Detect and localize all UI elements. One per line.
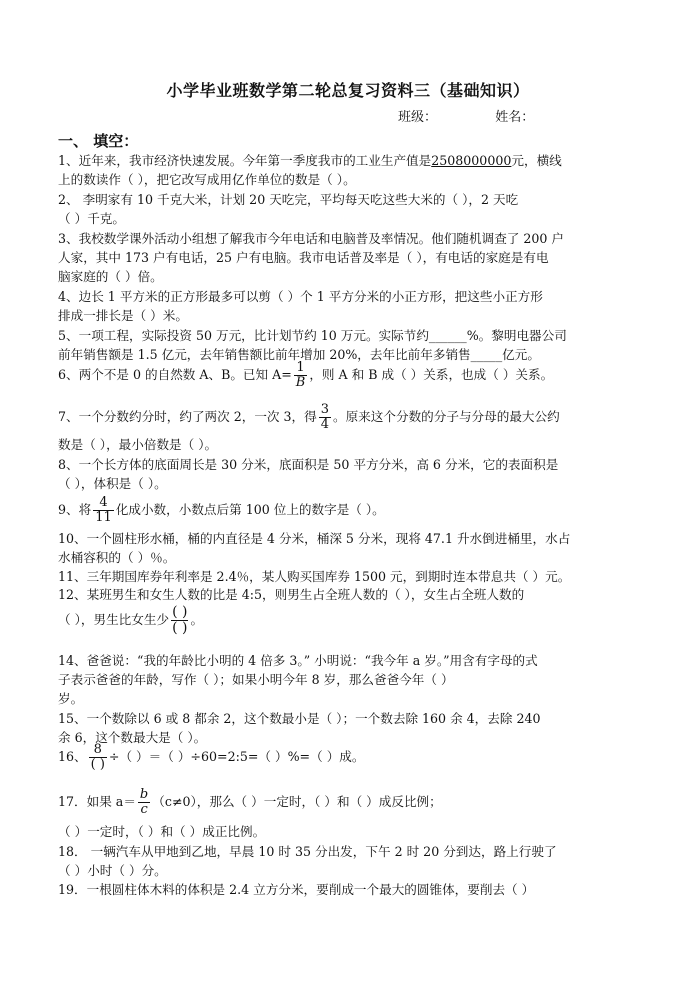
question-11: 11、三年期国库券年利率是 2.4％，某人购买国库券 1500 元，到期时连本带息共（ ）元。 (58, 569, 571, 584)
question-9: 9、将 $\frac{4}{11}$ 化成小数，小数点后第 100 位上的数字是（ ）。 (58, 494, 385, 525)
question-14-line-3: 岁。 (58, 691, 84, 706)
question-7-line-2: 数是（ ），最小倍数是（ ）。 (58, 437, 218, 452)
question-15-line-2: 余 6，这个数最大是（ ）。 (58, 730, 207, 745)
question-4-line-1: 4、边长 1 平方米的正方形最多可以剪（ ）个 1 平方分米的小正方形，把这些小正方形 (58, 289, 543, 304)
name-label: 姓名： (495, 110, 535, 125)
question-5-line-2: 前年销售额是 1.5 亿元，去年销售额比前年增加 20%，去年比前年多销售_____亿元。 (58, 347, 540, 362)
question-15-line-1: 15、一个数除以 6 或 8 都余 2，这个数最小是（ ）；一个数去除 160 余 4，去除 240 (58, 711, 541, 726)
question-19: 19．一根圆柱体木料的体积是 2.4 立方分米，要削成一个最大的圆锥体，要削去（ ） (58, 882, 535, 897)
question-1-line-1: 1、近年来，我市经济快速发展。今年第一季度我市的工业生产值是2508000000元，横线 (58, 153, 562, 168)
class-name-line (398, 106, 534, 125)
fraction-three-quarters: $\frac{3}{4}$ (320, 401, 330, 432)
question-7-line-1: 7、一个分数约分时，约了两次 2，一次 3，得 $\frac{3}{4}$ 。原来这个分数的分子与分母的最大公约 (58, 401, 560, 432)
question-5-line-1: 5、一项工程，实际投资 50 万元，比计划节约 10 万元。实际节约______%。黎明电器公司 (58, 328, 567, 343)
fraction-four-elevenths: $\frac{4}{11}$ (95, 494, 112, 525)
question-6: 6、两个不是 0 的自然数 A、B。已知 A= $\frac{1}{B}$ ，则 A 和 B 成（ ）关系，也成（ ）关系。 (58, 359, 554, 390)
question-18-line-1: 18． 一辆汽车从甲地到乙地，早晨 10 时 35 分出发，下午 2 时 20 分到达，路上行驶了 (58, 844, 557, 859)
page-title: 小学毕业班数学第二轮总复习资料三（基础知识） (166, 81, 530, 100)
question-3-line-2: 人家，其中 173 户有电话，25 户有电脑。我市电话普及率是（ ），有电话的家庭是有电 (58, 250, 549, 265)
question-8-line-1: 8、一个长方体的底面周长是 30 分米，底面积是 50 平方分米，高 6 分米，它的表面积是 (58, 457, 559, 472)
question-17-line-1: 17．如果 a＝ $\frac{b}{c}$ （c≠0），那么（ ）一定时，（ ）和（ ）成反比例； (58, 786, 442, 817)
question-18-line-2: （ ）小时（ ）分。 (58, 863, 167, 878)
question-12-line-2: （ ），男生比女生少 ( ) ( ) 。 (58, 604, 204, 636)
fraction-1-over-b: $\frac{1}{B}$ (295, 359, 306, 390)
fraction-b-over-c: $\frac{b}{c}$ (139, 786, 149, 817)
question-2-line-2: （ ）千克。 (58, 211, 125, 226)
fraction-8-over-blank: $\frac{8}{( )}$ (90, 741, 105, 772)
question-10-line-1: 10、一个圆柱形水桶，桶的内直径是 4 分米，桶深 5 分米，现将 47.1 升水倒进桶里，水占 (58, 531, 571, 546)
question-3-line-1: 3、我校数学课外活动小组想了解我市今年电话和电脑普及率情况。他们随机调查了 200 户 (58, 231, 565, 246)
question-17-line-2: （ ）一定时，（ ）和（ ）成正比例。 (58, 824, 266, 839)
question-3-line-3: 脑家庭的（ ）倍。 (58, 269, 163, 284)
question-2-line-1: 2、 李明家有 10 千克大米，计划 20 天吃完，平均每天吃这些大米的（ ），2 天吃 (58, 192, 519, 207)
question-14-line-1: 14、爸爸说：“我的年龄比小明的 4 倍多 3。” 小明说：“我今年 a 岁。”用含有字母的式 (58, 653, 538, 668)
section-heading-fill-blank: 一、 填空： (58, 132, 139, 150)
question-1-line-2: 上的数读作（ ），把它改写成用亿作单位的数是（ ）。 (58, 172, 356, 187)
question-8-line-2: （ ），体积是（ ）。 (58, 476, 167, 491)
blank-fraction: ( ) ( ) (172, 604, 188, 636)
question-12-line-1: 12、某班男生和女生人数的比是 4:5，则男生占全班人数的（ ），女生占全班人数的 (58, 587, 525, 602)
question-14-line-2: 子表示爸爸的年龄，写作（ ）；如果小明今年 8 岁，那么爸爸今年（ ） (58, 672, 454, 687)
class-label: 班级： (398, 110, 438, 125)
underlined-number: 2508000000 (431, 153, 512, 168)
question-10-line-2: 水桶容积的（ ）％。 (58, 550, 176, 565)
question-4-line-2: 排成一排长是（ ）米。 (58, 308, 188, 323)
question-16: 16、 $\frac{8}{( )}$ ÷（ ）＝（ ）÷60=2:5=（ ）%=（ ）成。 (58, 741, 365, 772)
